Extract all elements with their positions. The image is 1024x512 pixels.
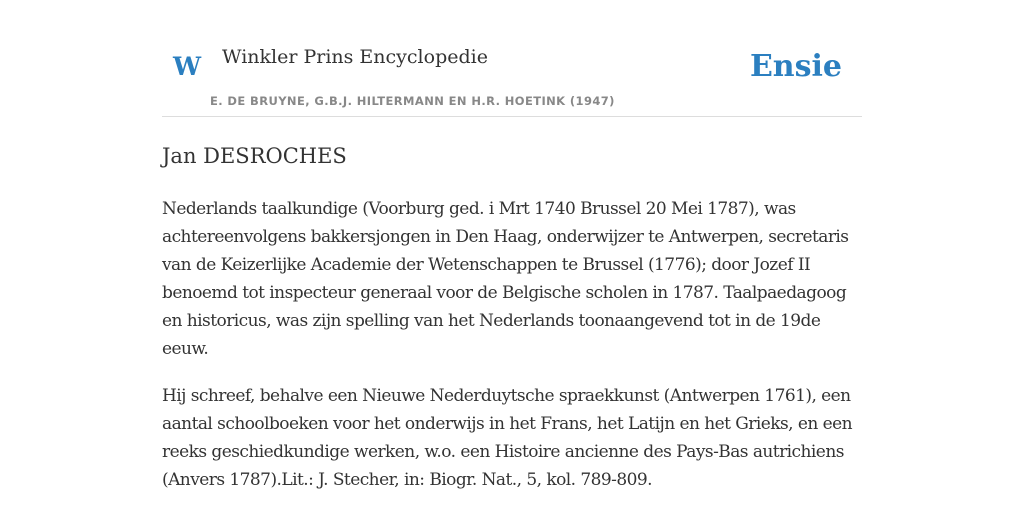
header [162, 0, 862, 117]
ensie-logo[interactable]: Ensie [749, 49, 842, 84]
article-title: Jan DESROCHES [162, 144, 347, 168]
article-paragraph: Hij schreef, behalve een Nieuwe Nederduytsche spraekkunst (Antwerpen 1761), een aantal schoolboeken voor het onderwijs in het Frans, het Latijn en het Grieks, en een reeks geschiedkundige werken, w.o. een Histoire ancienne des Pays-Bas autrichiens (Anvers 1787).Lit.: J. Stecher, in: Biogr. Nat., 5, kol. 789-809. [162, 386, 853, 490]
book-authors: E. DE BRUYNE, G.B.J. HILTERMANN EN H.R. HOETINK (1947) [210, 94, 615, 108]
article-paragraph: Nederlands taalkundige (Voorburg ged. i Mrt 1740 Brussel 20 Mei 1787), was achtereenvolgens bakkersjongen in Den Haag, onderwijzer te Antwerpen, secretaris van de Keizerlijke Academie der Wetenschappen te Brussel (1776); door Jozef II benoemd tot inspecteur generaal voor de Belgische scholen in 1787. Taalpaedagoog en historicus, was zijn spelling van het Nederlands toonaangevend tot in de 19de eeuw. [162, 199, 849, 359]
book-title[interactable]: Winkler Prins Encyclopedie [222, 46, 488, 68]
page-content [162, 0, 862, 494]
winkler-prins-logo[interactable]: W [173, 52, 202, 81]
